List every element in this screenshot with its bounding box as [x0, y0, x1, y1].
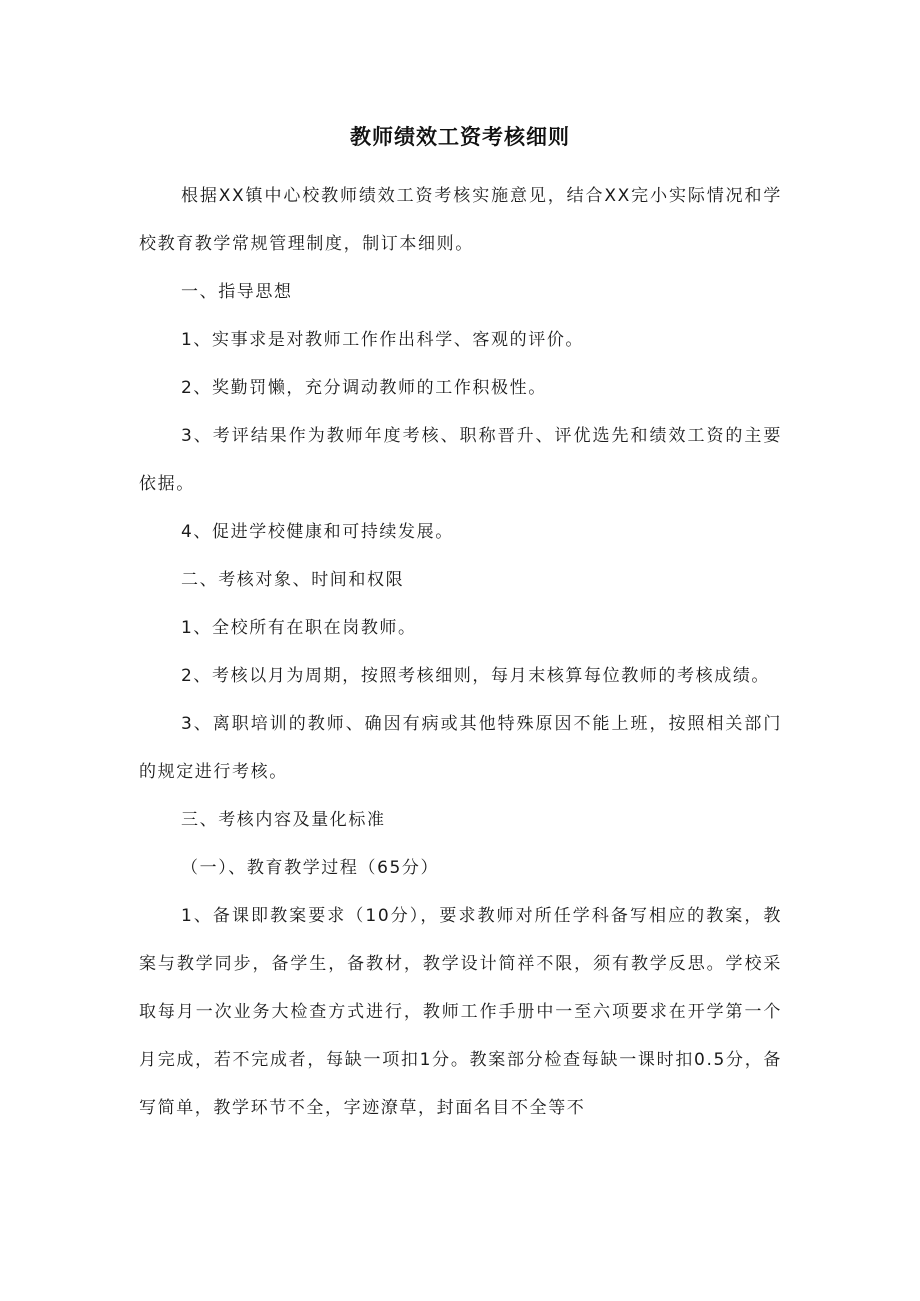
list-item: 1、实事求是对教师工作作出科学、客观的评价。 [181, 330, 585, 350]
section-heading-guiding-thought: 一、指导思想 [181, 282, 293, 302]
section-heading-content-standards: 三、考核内容及量化标准 [181, 810, 386, 830]
subsection-heading-teaching-process: （一）、教育教学过程（65分） [181, 858, 440, 878]
list-item: 2、考核以月为周期，按照考核细则，每月末核算每位教师的考核成绩。 [181, 666, 771, 686]
list-item: 3、离职培训的教师、确因有病或其他特殊原因不能上班，按照相关部门的规定进行考核。 [139, 714, 782, 782]
document-title: 教师绩效工资考核细则 [350, 125, 570, 149]
list-item: 4、促进学校健康和可持续发展。 [181, 522, 454, 542]
list-item: 2、奖勤罚懒，充分调动教师的工作积极性。 [181, 378, 547, 398]
list-item: 1、全校所有在职在岗教师。 [181, 618, 417, 638]
list-item: 3、考评结果作为教师年度考核、职称晋升、评优选先和绩效工资的主要依据。 [139, 426, 782, 494]
section-heading-scope: 二、考核对象、时间和权限 [181, 570, 405, 590]
paragraph-lesson-plan-requirements: 1、备课即教案要求（10分），要求教师对所任学科备写相应的教案，教案与教学同步，备学生，备教材，教学设计简祥不限，须有教学反思。学校采取每月一次业务大检查方式进行，教师工作手册中一至六项要求在开学第一个月完成，若不完成者，每缺一项扣1分。教案部分检查每缺一课时扣0.5分，备写简单，教学环节不全，字迹潦草，封面名目不全等不 [139, 906, 782, 1118]
paragraph-intro: 根据XX镇中心校教师绩效工资考核实施意见，结合XX完小实际情况和学校教育教学常规管理制度，制订本细则。 [139, 186, 782, 254]
document-body [139, 172, 782, 1132]
